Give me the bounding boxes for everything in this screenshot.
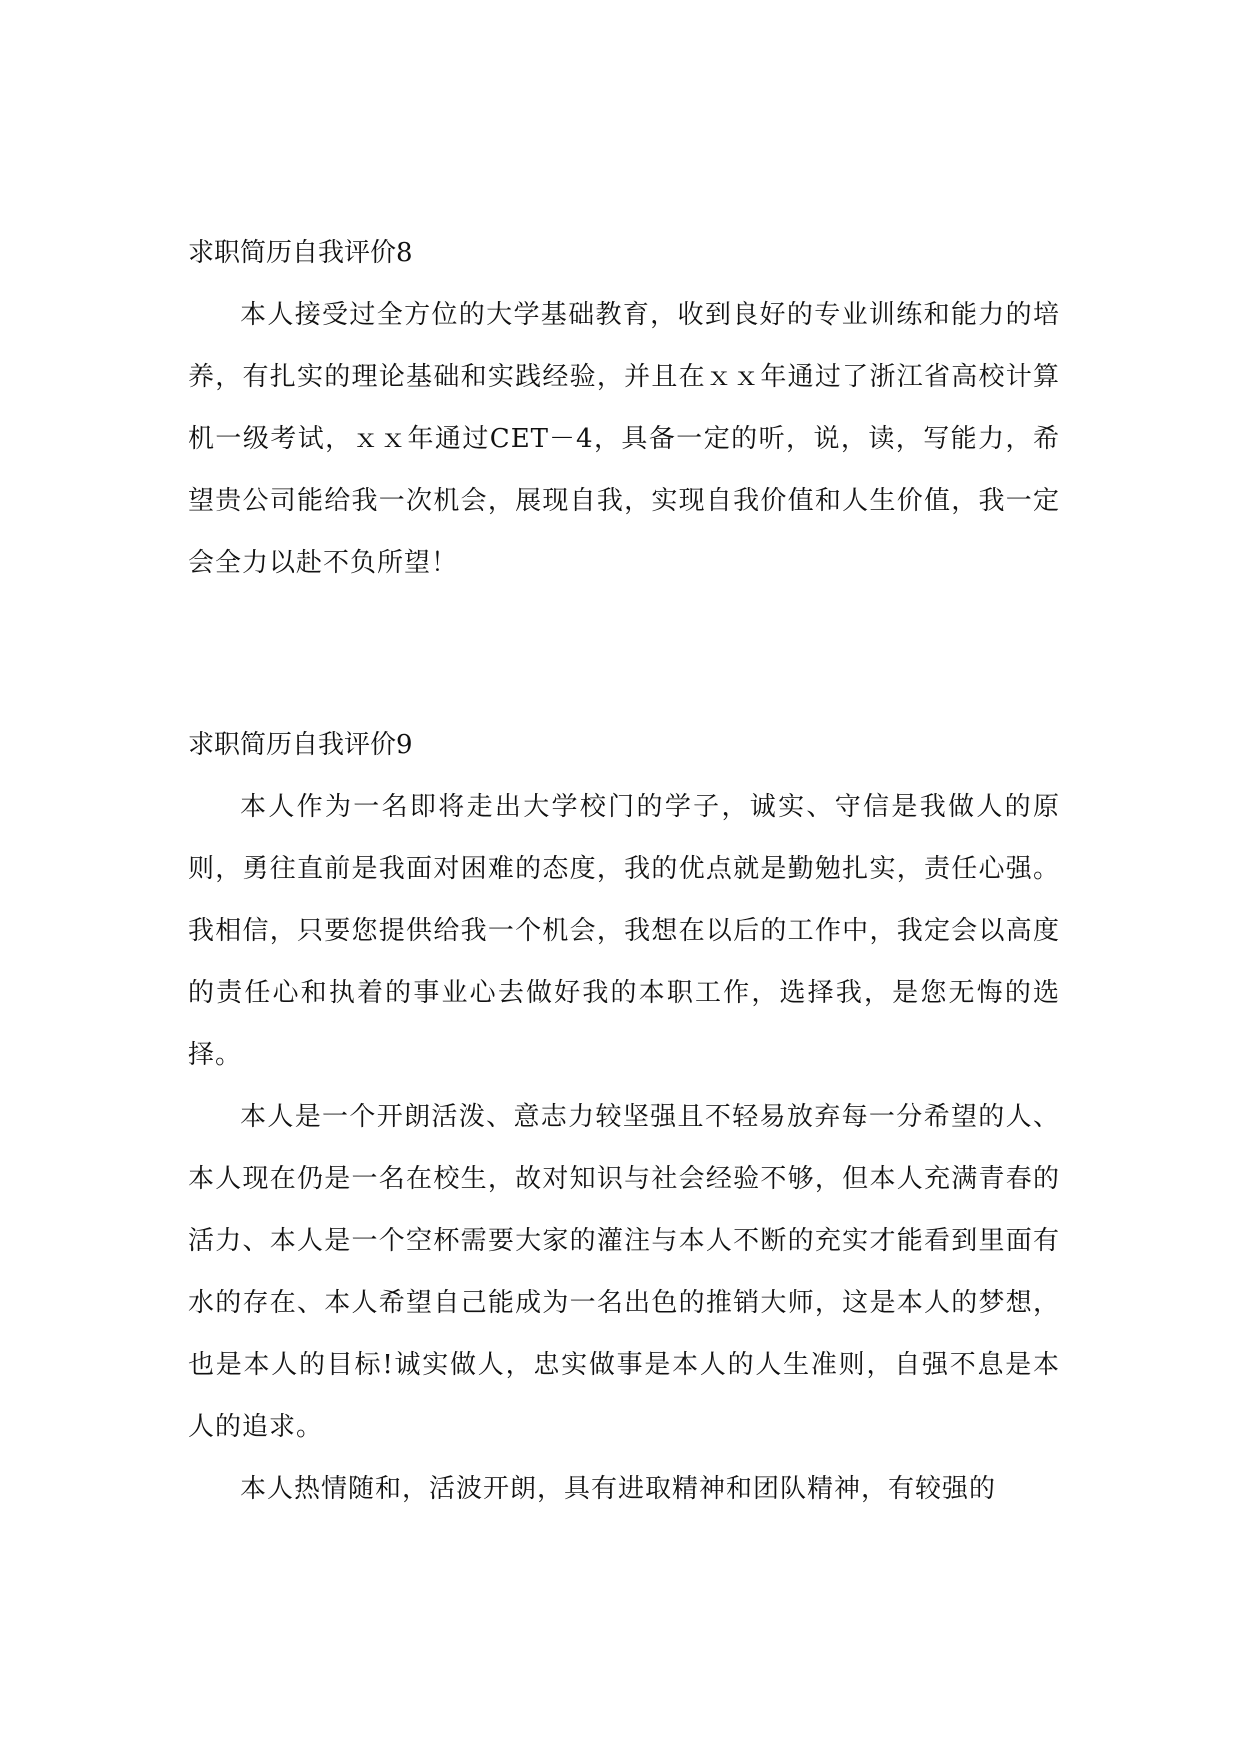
section-heading: 求职简历自我评价8 (188, 238, 413, 268)
section-paragraph: 本人热情随和，活波开朗，具有进取精神和团队精神，有较强的 (240, 1474, 997, 1504)
section-paragraph: 本人作为一名即将走出大学校门的学子，诚实、守信是我做人的原则，勇往直前是我面对困难的态度，我的优点就是勤勉扎实，责任心强。我相信，只要您提供给我一个机会，我想在以后的工作中，我定会以高度的责任心和执着的事业心去做好我的本职工作，选择我，是您无悔的选择。 (188, 792, 1060, 1070)
section-paragraph: 本人是一个开朗活泼、意志力较坚强且不轻易放弃每一分希望的人、本人现在仍是一名在校生，故对知识与社会经验不够，但本人充满青春的活力、本人是一个空杯需要大家的灌注与本人不断的充实才能看到里面有水的存在、本人希望自己能成为一名出色的推销大师，这是本人的梦想，也是本人的目标!诚实做人，忠实做事是本人的人生准则，自强不息是本人的追求。 (188, 1102, 1060, 1442)
document-body (188, 222, 1060, 1520)
section-spacer (188, 594, 1060, 714)
section-self-evaluation-9 (188, 714, 1060, 1520)
section-heading: 求职简历自我评价9 (188, 730, 413, 760)
section-paragraph: 本人接受过全方位的大学基础教育，收到良好的专业训练和能力的培养，有扎实的理论基础和实践经验，并且在ｘｘ年通过了浙江省高校计算机一级考试，ｘｘ年通过CET－4，具备一定的听，说，读，写能力，希望贵公司能给我一次机会，展现自我，实现自我价值和人生价值，我一定会全力以赴不负所望！ (188, 300, 1060, 578)
section-self-evaluation-8 (188, 222, 1060, 594)
